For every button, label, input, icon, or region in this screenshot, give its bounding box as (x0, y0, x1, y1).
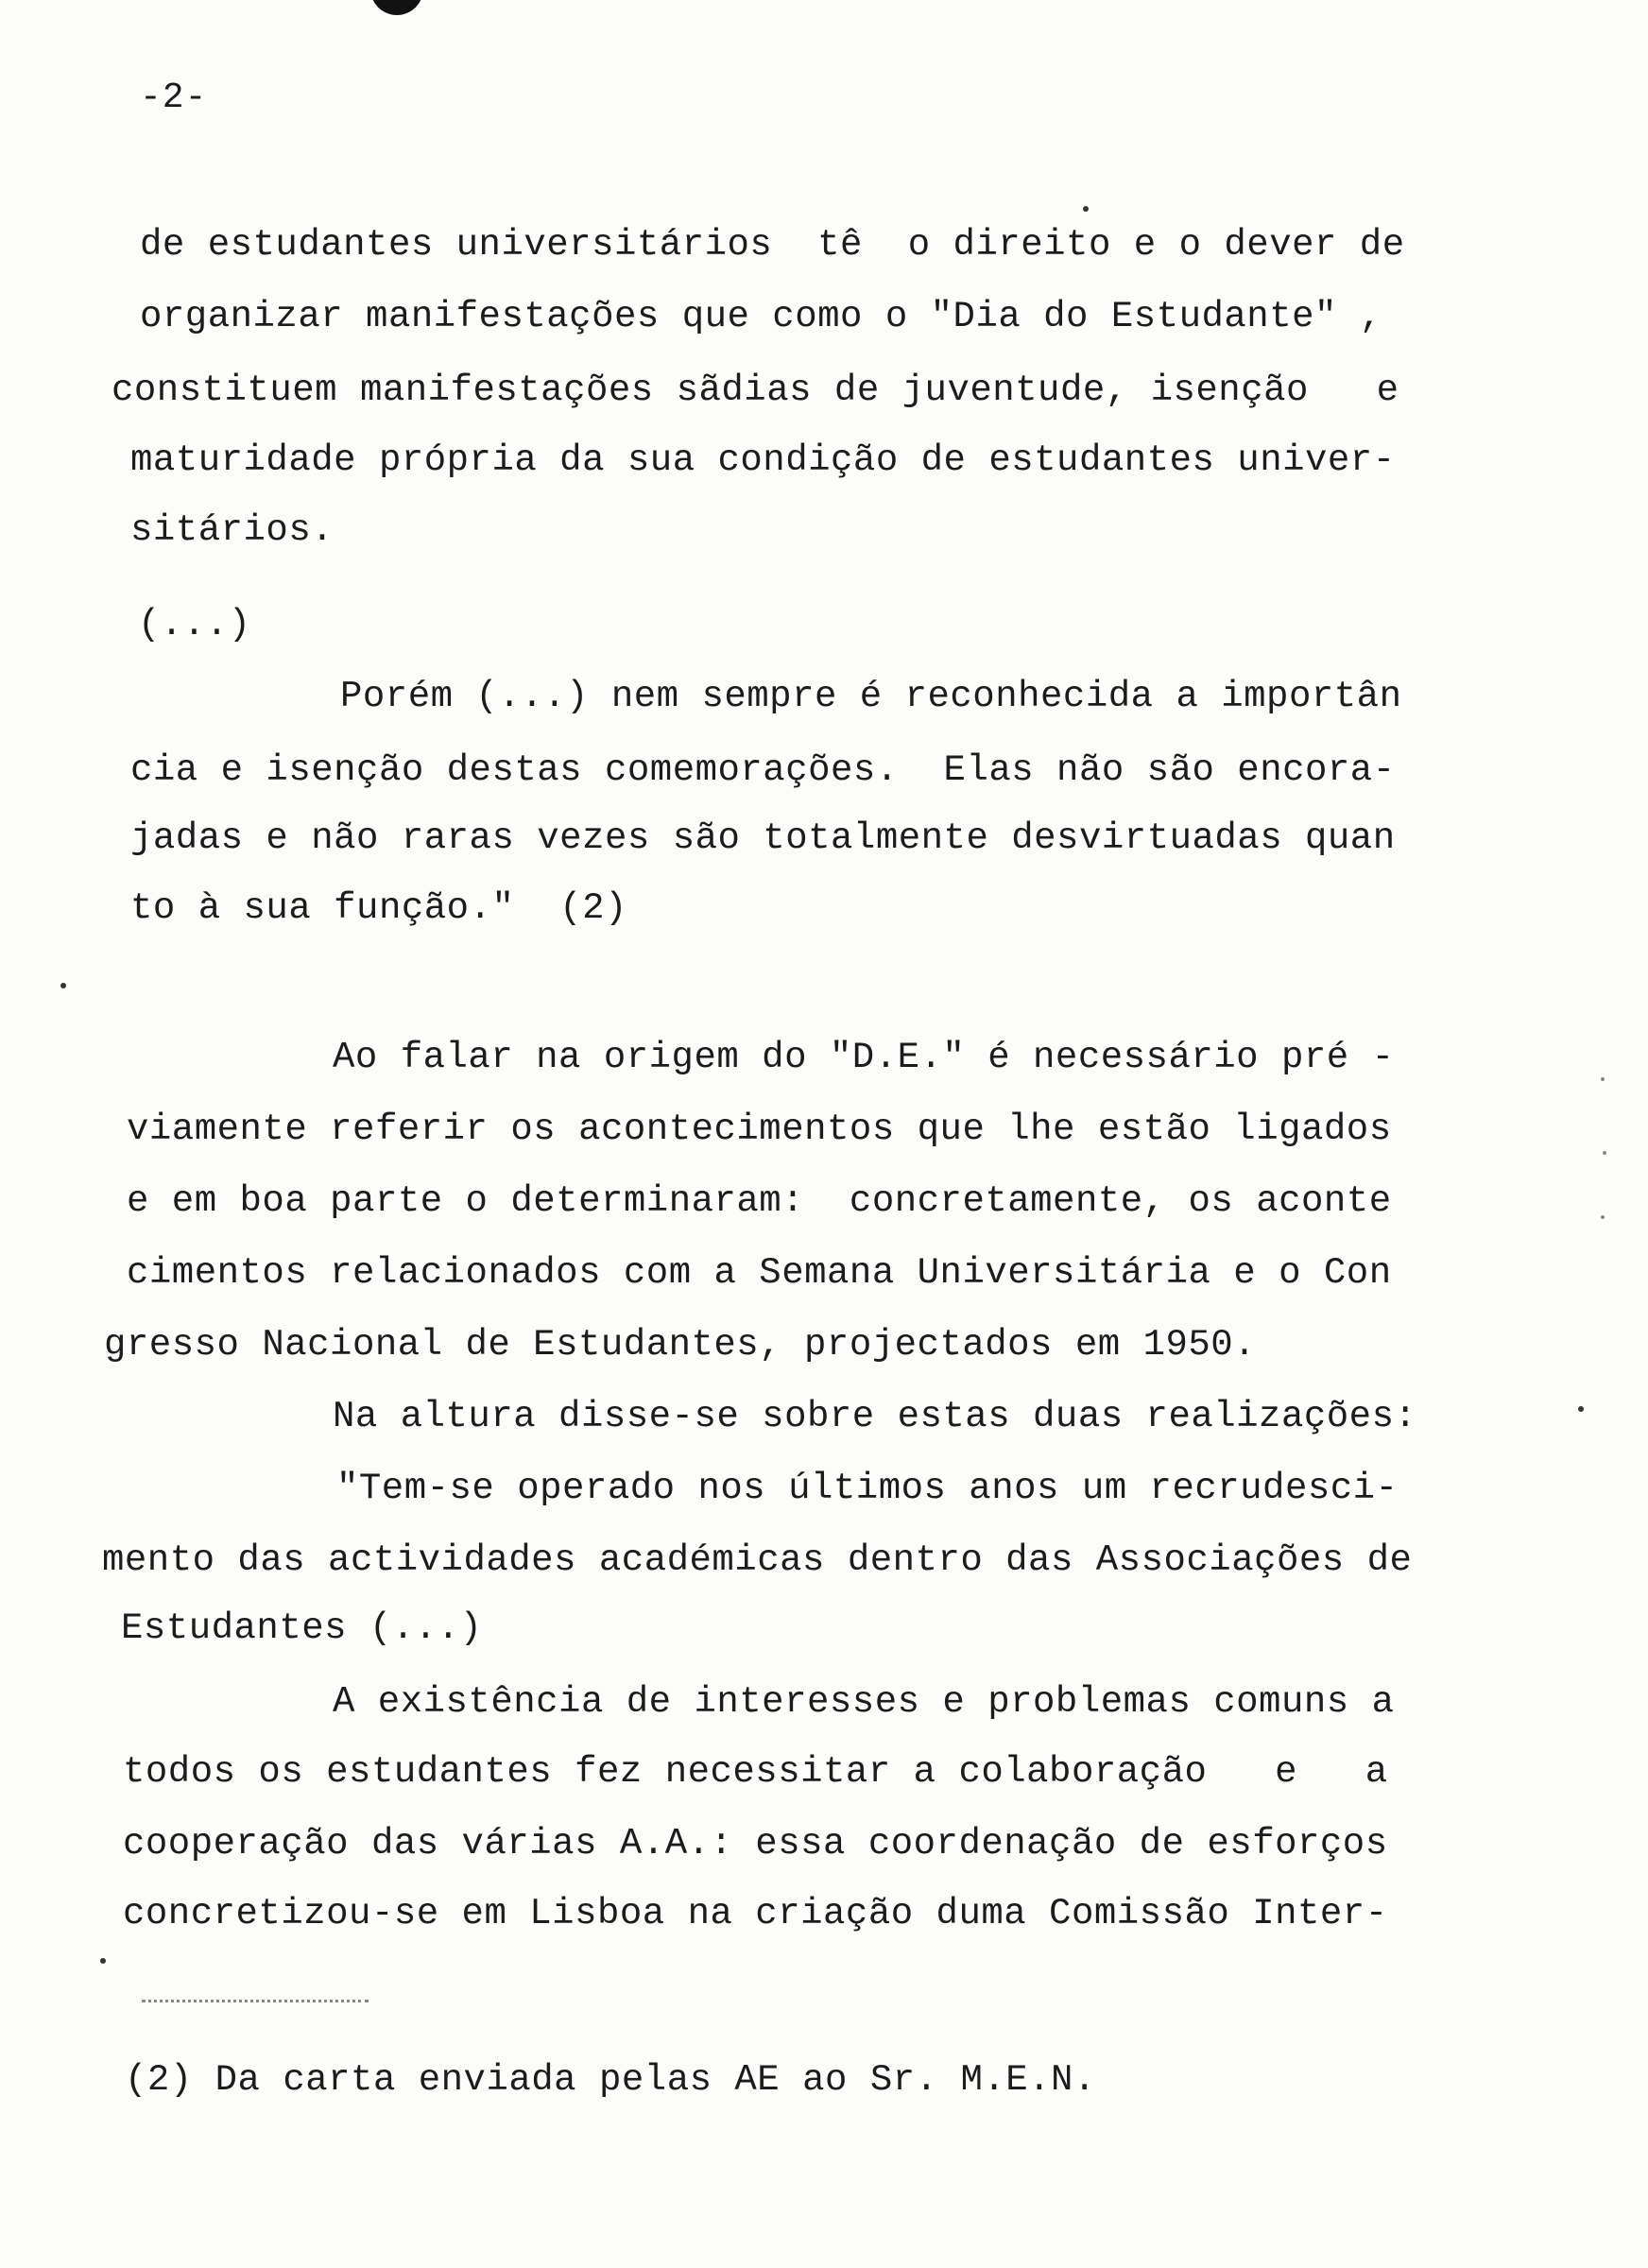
text-line: cooperação das várias A.A.: essa coordenação de esforços (123, 1823, 1388, 1864)
text-line: viamente referir os acontecimentos que lhe estão ligados (127, 1108, 1392, 1150)
scan-speck (1601, 1077, 1605, 1081)
text-line: organizar manifestações que como o "Dia do Estudante" , (140, 296, 1382, 337)
text-line: todos os estudantes fez necessitar a colaboração e a (123, 1751, 1388, 1793)
footnote: (2) Da carta enviada pelas AE ao Sr. M.E.N. (125, 2059, 1096, 2101)
text-line: gresso Nacional de Estudantes, projectados em 1950. (104, 1324, 1257, 1366)
text-line: e em boa parte o determinaram: concretamente, os aconte (127, 1180, 1392, 1222)
text-line: cimentos relacionados com a Semana Universitária e o Con (127, 1252, 1392, 1294)
text-line: maturidade própria da sua condição de estudantes univer- (130, 439, 1396, 481)
text-line: de estudantes universitários tê o direito e o dever de (140, 224, 1405, 266)
text-line: sitários. (130, 509, 335, 551)
scan-speck (1601, 1215, 1605, 1219)
page-number: -2- (140, 77, 208, 118)
text-line: (...) (138, 604, 251, 645)
punch-hole (370, 0, 423, 15)
scan-speck (1578, 1406, 1584, 1412)
text-line: mento das actividades académicas dentro das Associações de (102, 1539, 1413, 1581)
text-line: "Tem-se operado nos últimos anos um recrudesci- (336, 1468, 1399, 1509)
text-line: Porém (...) nem sempre é reconhecida a importân (340, 676, 1402, 717)
text-line: to à sua função." (2) (130, 887, 627, 929)
text-line: jadas e não raras vezes são totalmente desvirtuadas quan (130, 817, 1396, 859)
text-line: cia e isenção destas comemorações. Elas não são encora- (130, 749, 1396, 791)
text-line: Estudantes (...) (121, 1607, 483, 1649)
scan-speck (1603, 1151, 1606, 1155)
text-line: constituem manifestações sãdias de juventude, isenção e (112, 369, 1399, 411)
text-line: Ao falar na origem do "D.E." é necessário pré - (333, 1037, 1395, 1078)
text-line: concretizou-se em Lisboa na criação duma Comissão Inter- (123, 1893, 1388, 1934)
footnote-separator (142, 2000, 369, 2002)
scan-speck (100, 1958, 106, 1964)
scan-speck (60, 983, 66, 988)
text-line: Na altura disse-se sobre estas duas realizações: (333, 1396, 1417, 1437)
text-line: A existência de interesses e problemas comuns a (333, 1681, 1395, 1723)
scan-speck (1083, 206, 1089, 212)
